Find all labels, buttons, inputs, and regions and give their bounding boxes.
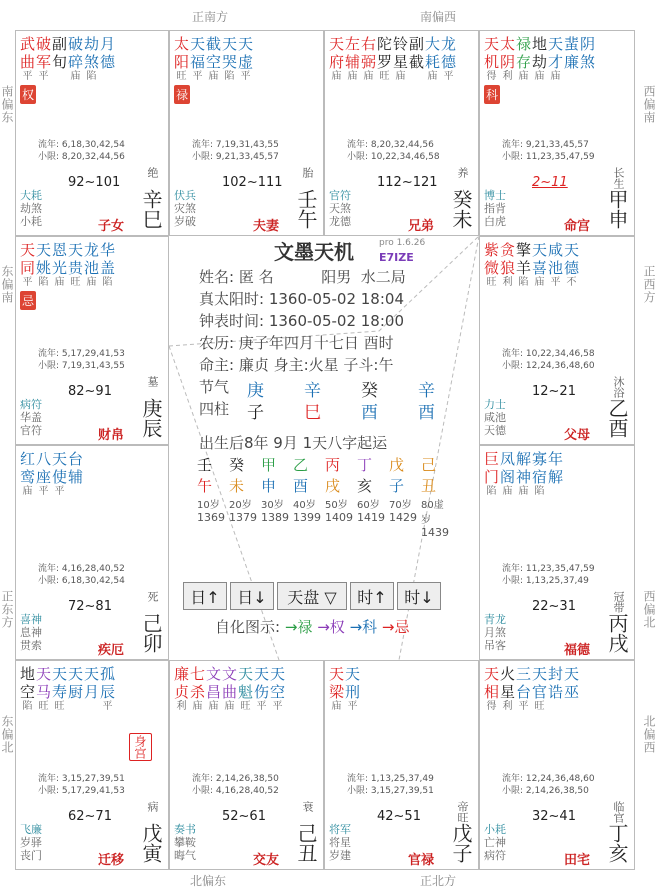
star-brightness: 旺 <box>379 71 390 82</box>
star: 天 德 不 <box>564 241 580 288</box>
palace-name: 疾厄 <box>98 643 125 658</box>
star-brightness: 平 <box>54 486 65 497</box>
star: 天 虚 平 <box>238 35 254 82</box>
compass-right-top: 西偏南 <box>642 85 656 124</box>
changsheng: 长生 <box>612 167 625 189</box>
star-list <box>329 35 474 83</box>
changsheng: 临官 <box>612 801 625 823</box>
star: 天 同 平 <box>20 241 36 288</box>
star: 廉 贞 利 <box>174 665 190 712</box>
star: 地 空 陷 <box>20 665 36 712</box>
star: 大 耗 庙 <box>425 35 441 82</box>
compass-bottom-right: 正北方 <box>420 874 457 888</box>
changsheng: 病 <box>146 801 159 812</box>
jq-cell: 庚 <box>247 381 264 401</box>
sihua-badge: 科 <box>484 85 500 104</box>
sihua-badge: 权 <box>20 85 36 104</box>
star: 天 刑 平 <box>345 665 361 712</box>
changsheng: 墓 <box>146 376 159 387</box>
palace-name: 迁移 <box>98 853 125 868</box>
star-brightness: 平 <box>102 701 113 712</box>
star-list <box>20 665 164 713</box>
star-brightness: 陷 <box>86 71 97 82</box>
ganzhi: 丁亥 <box>605 823 629 863</box>
star: 截 空 庙 <box>206 35 222 82</box>
boshi-stars: 小耗 亡神 病符 <box>484 823 506 862</box>
star: 台 辅 <box>68 450 84 486</box>
zihua-label: 自化图示: <box>215 618 281 636</box>
daxian-range: 72~81 <box>68 599 112 614</box>
daxian-range: 12~21 <box>532 384 576 399</box>
star: 龙 池 庙 <box>84 241 100 288</box>
star-brightness: 平 <box>443 71 454 82</box>
nav-button-4[interactable]: 时↓ <box>397 582 441 610</box>
star: 天 寿 旺 <box>52 665 68 712</box>
boshi-stars: 喜神 息神 贯索 <box>20 613 42 652</box>
star: 天 府 庙 <box>329 35 345 82</box>
star: 巨 门 陷 <box>484 450 500 497</box>
star: 紫 微 旺 <box>484 241 500 288</box>
palace-财帛[interactable] <box>15 236 169 445</box>
liunian-info: 流年: 6,18,30,42,54 小限: 8,20,32,44,56 <box>38 140 125 162</box>
jieqi-label: 节气 <box>199 378 230 396</box>
liunian-info: 流年: 1,13,25,37,49 小限: 3,15,27,39,51 <box>347 774 434 796</box>
star-brightness: 平 <box>38 71 49 82</box>
dayun-column[interactable]: 戊 子 70岁 1429 <box>389 456 417 524</box>
star-list <box>329 665 474 713</box>
palace-name: 田宅 <box>564 853 591 868</box>
ganzhi: 己丑 <box>294 823 318 863</box>
star-list <box>20 241 164 310</box>
star: 天 才 庙 <box>548 35 564 82</box>
daxian-range: 102~111 <box>222 175 283 190</box>
center-panel <box>169 236 479 660</box>
star: 咸 池 平 <box>548 241 564 288</box>
changsheng: 衰 <box>301 801 314 812</box>
star-brightness: 平 <box>256 701 267 712</box>
ganzhi: 辛巳 <box>139 189 163 229</box>
lunar-line: 农历: 庚子年四月十七日 酉时 <box>199 334 394 352</box>
star: 华 盖 陷 <box>100 241 116 288</box>
compass-left-mid: 东偏南 <box>0 265 14 304</box>
nav-button-0[interactable]: 日↑ <box>183 582 227 610</box>
star: 年 解 <box>548 450 564 486</box>
star-brightness: 陷 <box>534 486 545 497</box>
star: 天 喜 庙 <box>532 241 548 288</box>
star: 天 官 旺 <box>532 665 548 712</box>
sizhu-label: 四柱 <box>199 400 230 418</box>
palace-name: 夫妻 <box>253 219 280 234</box>
liunian-info: 流年: 3,15,27,39,51 小限: 5,17,29,41,53 <box>38 774 125 796</box>
ganzhi: 壬午 <box>294 189 318 229</box>
star-brightness: 陷 <box>224 71 235 82</box>
star-brightness: 庙 <box>331 701 342 712</box>
jq-cell: 癸 <box>361 381 378 401</box>
star: 太 阴 利 <box>500 35 516 82</box>
dayun-column[interactable]: 己 丑 80虚岁 1439 <box>421 456 449 539</box>
star-brightness: 庙 <box>347 71 358 82</box>
sihua-badge: 禄 <box>174 85 190 104</box>
daxian-range: 22~31 <box>532 599 576 614</box>
star-brightness: 旺 <box>38 701 49 712</box>
palace-name: 兄弟 <box>408 219 435 234</box>
star-brightness: 旺 <box>70 277 81 288</box>
ganzhi: 戊寅 <box>139 823 163 863</box>
star-brightness: 庙 <box>70 71 81 82</box>
boshi-stars: 病符 华盖 官符 <box>20 398 42 437</box>
star: 左 辅 庙 <box>345 35 361 82</box>
dayun-column[interactable]: 壬 午 10岁 1369 <box>197 456 225 524</box>
star-brightness: 陷 <box>22 701 33 712</box>
star: 八 座 平 <box>36 450 52 497</box>
palace-name: 财帛 <box>98 428 125 443</box>
star: 禄 存 庙 <box>516 35 532 82</box>
changsheng: 沐浴 <box>612 376 625 398</box>
compass-right-bot: 北偏西 <box>642 715 656 754</box>
boshi-stars: 奏书 攀鞍 晦气 <box>174 823 196 862</box>
star-list <box>484 241 630 289</box>
star-list <box>484 450 630 498</box>
palace-name: 父母 <box>564 428 591 443</box>
star: 解 神 庙 <box>516 450 532 497</box>
dayun-column[interactable]: 丙 戌 50岁 1409 <box>325 456 353 524</box>
star-brightness: 庙 <box>86 277 97 288</box>
nav-button-1[interactable]: 日↓ <box>230 582 274 610</box>
star-brightness: 平 <box>347 701 358 712</box>
star: 武 曲 平 <box>20 35 36 82</box>
star-brightness: 庙 <box>54 277 65 288</box>
boshi-stars: 大耗 劫煞 小耗 <box>20 189 42 228</box>
star-brightness: 庙 <box>395 71 406 82</box>
star: 阴 煞 <box>580 35 596 71</box>
app-title: 文墨天机 <box>274 240 354 264</box>
star-brightness: 旺 <box>54 701 65 712</box>
star: 文 曲 庙 <box>222 665 238 712</box>
star: 铃 星 庙 <box>393 35 409 82</box>
star-list <box>484 35 630 104</box>
palace-兄弟[interactable] <box>324 30 479 236</box>
boshi-stars: 力士 咸池 天德 <box>484 398 506 437</box>
star: 恩 光 庙 <box>52 241 68 288</box>
changsheng: 冠带 <box>612 591 625 613</box>
star-brightness: 平 <box>550 277 561 288</box>
star-list <box>174 665 319 713</box>
nav-button-3[interactable]: 时↑ <box>350 582 394 610</box>
compass-left-top: 南偏东 <box>0 85 14 124</box>
star-brightness: 利 <box>176 701 187 712</box>
boshi-stars: 官符 天煞 龙德 <box>329 189 351 228</box>
sizhu-branches <box>247 398 475 423</box>
zihua-legend <box>215 616 410 637</box>
star-brightness: 庙 <box>363 71 374 82</box>
star: 天 使 平 <box>52 450 68 497</box>
ganzhi: 己卯 <box>139 613 163 653</box>
sz-cell: 酉 <box>418 403 435 423</box>
compass-left-low: 正东方 <box>0 590 14 629</box>
star-brightness: 不 <box>566 277 577 288</box>
compass-bottom-left: 北偏东 <box>190 874 227 888</box>
star-brightness: 庙 <box>534 71 545 82</box>
star-brightness: 庙 <box>224 701 235 712</box>
palace-交友[interactable] <box>169 660 324 870</box>
dayun-column[interactable]: 甲 申 30岁 1389 <box>261 456 289 524</box>
star-list <box>174 35 319 104</box>
palace-父母[interactable] <box>479 236 635 445</box>
star: 天 相 得 <box>484 665 500 712</box>
palace-name: 交友 <box>253 853 280 868</box>
star-brightness: 平 <box>22 71 33 82</box>
star: 陀 罗 旺 <box>377 35 393 82</box>
star-brightness: 庙 <box>518 486 529 497</box>
star-brightness: 庙 <box>208 701 219 712</box>
star: 寡 宿 陷 <box>532 450 548 497</box>
ganzhi: 癸未 <box>449 189 473 229</box>
daxian-range: 52~61 <box>222 809 266 824</box>
star: 天 魁 旺 <box>238 665 254 712</box>
star-brightness: 旺 <box>486 277 497 288</box>
mingzhu-line: 命主: 廉贞 身主:火星 子斗:午 <box>199 356 394 374</box>
star-brightness: 陷 <box>38 277 49 288</box>
star-brightness: 旺 <box>240 701 251 712</box>
ganzhi: 戊子 <box>449 823 473 863</box>
star: 劫 煞 陷 <box>84 35 100 82</box>
star: 右 弼 庙 <box>361 35 377 82</box>
star-brightness: 庙 <box>427 71 438 82</box>
star-brightness: 旺 <box>534 701 545 712</box>
liunian-info: 流年: 10,22,34,46,58 小限: 12,24,36,48,60 <box>502 349 595 371</box>
star-brightness: 平 <box>272 701 283 712</box>
liunian-info: 流年: 2,14,26,38,50 小限: 4,16,28,40,52 <box>192 774 279 796</box>
sihua-badge: 身宫 <box>129 733 152 761</box>
dayun-column[interactable]: 乙 酉 40岁 1399 <box>293 456 321 524</box>
star: 贪 狼 利 <box>500 241 516 288</box>
star: 天 机 得 <box>484 35 500 82</box>
star-brightness: 平 <box>38 486 49 497</box>
star-brightness: 庙 <box>550 71 561 82</box>
star-brightness: 利 <box>502 701 513 712</box>
ganzhi: 乙酉 <box>605 398 629 438</box>
daxian-range: 32~41 <box>532 809 576 824</box>
jq-cell: 辛 <box>418 381 435 401</box>
compass-right-mid: 正西方 <box>642 265 656 304</box>
star: 月 德 <box>100 35 116 71</box>
star: 天 梁 庙 <box>329 665 345 712</box>
sz-cell: 酉 <box>361 403 378 423</box>
star: 天 哭 陷 <box>222 35 238 82</box>
boshi-stars: 飞廉 岁驿 丧门 <box>20 823 42 862</box>
palace-name: 官禄 <box>408 853 435 868</box>
star-brightness: 平 <box>518 701 529 712</box>
star: 天 马 旺 <box>36 665 52 712</box>
star-brightness: 庙 <box>502 486 513 497</box>
star-brightness: 庙 <box>208 71 219 82</box>
star-brightness: 旺 <box>176 71 187 82</box>
app-version: pro 1.6.26 <box>379 238 426 248</box>
star-list <box>20 450 164 498</box>
sz-cell: 巳 <box>304 403 321 423</box>
zihua-ji: →忌 <box>381 618 410 636</box>
star: 天 福 平 <box>190 35 206 82</box>
liunian-info: 流年: 9,21,33,45,57 小限: 11,23,35,47,59 <box>502 140 595 162</box>
palace-疾厄[interactable] <box>15 445 169 660</box>
dayun-column[interactable]: 丁 亥 60岁 1419 <box>357 456 385 524</box>
changsheng: 帝旺 <box>456 801 469 823</box>
daxian-range: 42~51 <box>377 809 421 824</box>
sihua-badge: 忌 <box>20 291 36 310</box>
star: 封 诰 <box>548 665 564 701</box>
star-brightness: 庙 <box>518 71 529 82</box>
sz-cell: 子 <box>247 403 264 423</box>
star-brightness: 平 <box>22 277 33 288</box>
star: 副 截 <box>409 35 425 71</box>
star-brightness: 得 <box>486 701 497 712</box>
ganzhi: 甲申 <box>605 189 629 229</box>
daxian-range: 2~11 <box>532 175 568 190</box>
boshi-stars: 青龙 月煞 吊客 <box>484 613 506 652</box>
dayun-column[interactable]: 癸 未 20岁 1379 <box>229 456 257 524</box>
changsheng: 死 <box>146 591 159 602</box>
star: 三 台 平 <box>516 665 532 712</box>
star: 七 杀 庙 <box>190 665 206 712</box>
star: 天 月 <box>84 665 100 701</box>
boshi-stars: 博士 指背 白虎 <box>484 189 506 228</box>
star-brightness: 庙 <box>22 486 33 497</box>
star: 副 旬 <box>52 35 68 71</box>
changsheng: 胎 <box>301 167 314 178</box>
solar-time-line: 真太阳时: 1360-05-02 18:04 <box>199 290 404 308</box>
liunian-info: 流年: 8,20,32,44,56 小限: 10,22,34,46,58 <box>347 140 440 162</box>
boshi-stars: 将军 将星 岁建 <box>329 823 351 862</box>
changsheng: 养 <box>456 167 469 178</box>
zihua-quan: →权 <box>317 618 345 636</box>
daxian-range: 82~91 <box>68 384 112 399</box>
palace-name: 子女 <box>98 219 125 234</box>
star-brightness: 陷 <box>102 277 113 288</box>
daxian-range: 62~71 <box>68 809 112 824</box>
palace-田宅[interactable] <box>479 660 635 870</box>
star: 红 鸾 庙 <box>20 450 36 497</box>
star-list <box>484 665 630 713</box>
star: 天 姚 陷 <box>36 241 52 288</box>
liunian-info: 流年: 5,17,29,41,53 小限: 7,19,31,43,55 <box>38 349 125 371</box>
star-list <box>20 35 164 104</box>
star-brightness: 得 <box>486 71 497 82</box>
star: 天 伤 平 <box>254 665 270 712</box>
star: 孤 辰 平 <box>100 665 116 712</box>
zihua-ke: →科 <box>349 618 378 636</box>
star: 火 星 利 <box>500 665 516 712</box>
changsheng: 绝 <box>146 167 159 178</box>
compass-top-right: 南偏西 <box>420 10 457 24</box>
star: 地 劫 庙 <box>532 35 548 82</box>
star-brightness: 陷 <box>518 277 529 288</box>
star-brightness: 庙 <box>534 277 545 288</box>
liunian-info: 流年: 11,23,35,47,59 小限: 1,13,25,37,49 <box>502 564 595 586</box>
compass-right-low: 西偏北 <box>642 590 656 629</box>
star: 破 碎 庙 <box>68 35 84 82</box>
palace-命宫[interactable] <box>479 30 635 236</box>
star: 破 军 平 <box>36 35 52 82</box>
star: 天 厨 <box>68 665 84 701</box>
compass-top-left: 正南方 <box>192 10 229 24</box>
star: 蜚 廉 <box>564 35 580 71</box>
jq-cell: 辛 <box>304 381 321 401</box>
qiyun-line: 出生后8年 9月 1天八字起运 <box>199 434 388 452</box>
liunian-info: 流年: 7,19,31,43,55 小限: 9,21,33,45,57 <box>192 140 279 162</box>
star-brightness: 平 <box>192 71 203 82</box>
clock-time-line: 钟表时间: 1360-05-02 18:00 <box>199 312 404 330</box>
star: 擎 羊 陷 <box>516 241 532 288</box>
star: 龙 德 平 <box>441 35 457 82</box>
star-brightness: 利 <box>502 277 513 288</box>
star: 天 空 平 <box>270 665 286 712</box>
daxian-range: 92~101 <box>68 175 121 190</box>
palace-子女[interactable] <box>15 30 169 236</box>
star-brightness: 庙 <box>331 71 342 82</box>
daxian-range: 112~121 <box>377 175 438 190</box>
dayun-table <box>197 454 457 539</box>
star: 天 巫 <box>564 665 580 701</box>
palace-夫妻[interactable] <box>169 30 324 236</box>
boshi-stars: 伏兵 灾煞 岁破 <box>174 189 196 228</box>
star-brightness: 陷 <box>486 486 497 497</box>
star-brightness: 平 <box>240 71 251 82</box>
star-brightness: 庙 <box>192 701 203 712</box>
star: 文 昌 庙 <box>206 665 222 712</box>
star: 太 阳 旺 <box>174 35 190 82</box>
star-brightness: 利 <box>502 71 513 82</box>
liunian-info: 流年: 4,16,28,40,52 小限: 6,18,30,42,54 <box>38 564 125 586</box>
app-brand: E7IZE <box>379 251 414 264</box>
ganzhi: 丙戌 <box>605 613 629 653</box>
star: 凤 阁 庙 <box>500 450 516 497</box>
palace-name: 福德 <box>564 643 591 658</box>
palace-官禄[interactable] <box>324 660 479 870</box>
palace-迁移[interactable] <box>15 660 169 870</box>
nav-button-2[interactable]: 天盘 ▽ <box>277 582 347 610</box>
name-line: 姓名: 匿 名 阳男 水二局 <box>199 268 406 286</box>
liunian-info: 流年: 12,24,36,48,60 小限: 2,14,26,38,50 <box>502 774 595 796</box>
star: 天 贵 旺 <box>68 241 84 288</box>
ganzhi: 庚辰 <box>139 398 163 438</box>
palace-福德[interactable] <box>479 445 635 660</box>
compass-left-bot: 东偏北 <box>0 715 14 754</box>
palace-name: 命宫 <box>564 219 591 234</box>
zihua-lu: →禄 <box>284 618 313 636</box>
